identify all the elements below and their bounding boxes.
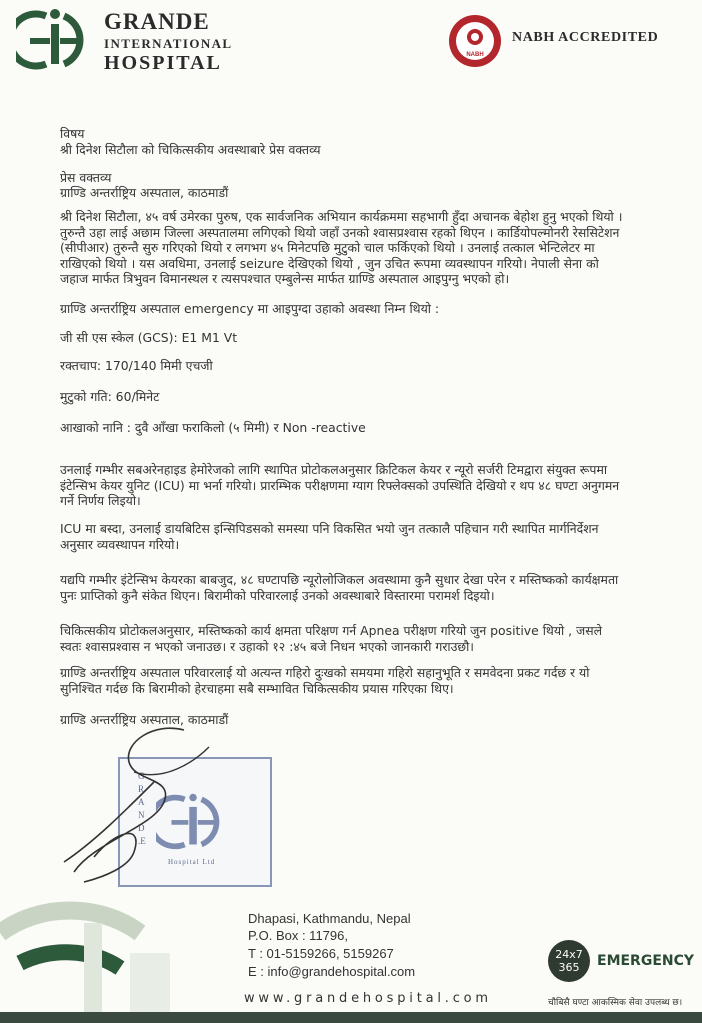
badge-top: 24x7: [555, 948, 583, 961]
nabh-seal-icon: [447, 13, 503, 69]
footer-pobox: P.O. Box : 11796,: [248, 928, 348, 943]
paragraph-5: चिकित्सकीय प्रोटोकलअनुसार, मस्तिष्कको कार्य क्षमता परिक्षण गर्न Apnea परीक्षण गरियो जुन positive थियो , जसले स्वतः श्वासप्रश्वास न भएको जनाउछ। र उहाको १२ :४५ बजे निधन भएको जानकारी गराउछौ।: [60, 623, 603, 654]
subject-line: श्री दिनेश सिटौला को चिकित्सकीय अवस्थाबारे प्रेस वक्तव्य: [60, 142, 321, 157]
brand-line-3: HOSPITAL: [104, 52, 222, 74]
condition-intro: ग्राण्डि अन्तर्राष्ट्रिय अस्पताल emergency मा आइपुग्दा उहाको अवस्था निम्न थियो :: [60, 301, 440, 316]
paragraph-1: श्री दिनेश सिटौला, ४५ वर्ष उमेरका पुरुष, एक सार्वजनिक अभियान कार्यक्रममा सहभागी हुँदा अचानक बेहोश हुनु भएको थियो । तुरुन्तै उहा लाई अछाम जिल्ला अस्पतालमा लगिएको थियो जहाँ उनको श्वासप्रश्वास रहको थिएन । कार्डियोपल्मोनरी रेससिटेशन (सीपीआर) तुरुन्तै सुरु गरिएको थियो र लगभग ४५ मिनेटपछि मुटुको चाल फर्किएको थियो । उनलाई तत्काल भेन्टिलेटर मा राखिएको थियो । यस अवधिमा, उनलाई seizure देखिएको थियो , जुन उचित रूपमा व्यवस्थापन गरियो। नेपाली सेना को जहाज मार्फत त्रिभुवन विमानस्थल र त्यसपश्चात एम्बुलेन्स मार्फत ग्राण्डि अस्पताल आइपुग्नु भएको हो।: [60, 209, 623, 286]
brand-line-2: INTERNATIONAL: [104, 36, 233, 51]
footer-email[interactable]: E : info@grandehospital.com: [248, 964, 416, 979]
footer-address: Dhapasi, Kathmandu, Nepal: [248, 911, 411, 926]
paragraph-6: ग्राण्डि अन्तर्राष्ट्रिय अस्पताल परिवारलाई यो अत्यन्त गहिरो दुःखको समयमा गहिरो सहानुभूति र समवेदना प्रकट गर्दछ र यो सुनिश्चित गर्दछ कि बिरामीको हेरचाहमा सबै सम्भावित चिकित्सकीय प्रयास गरिएका थिए।: [60, 665, 590, 696]
statement-from: ग्राण्डि अन्तर्राष्ट्रिय अस्पताल, काठमाडौं: [60, 185, 229, 200]
emergency-tagline: चौबिसै घण्टा आकस्मिक सेवा उपलब्ध छ।: [548, 998, 683, 1008]
paragraph-2: उनलाई गम्भीर सबअरेनहाइड हेमोरेजको लागि स्थापित प्रोटोकलअनुसार क्रिटिकल केयर र न्यूरो सर्जरी टिमद्वारा संयुक्त रूपमा इंटेन्सिभ केयर युनिट (ICU) मा भर्ना गरियो। प्रारम्भिक परीक्षणमा ग्याग रिफ्लेक्सको उपस्थिति देखियो र थप ४८ घण्टा अनुगमन गर्ने निर्णय लिइयो।: [60, 462, 620, 508]
vital-blood-pressure: रक्तचाप: 170/140 मिमी एचजी: [60, 358, 213, 373]
vital-gcs: जी सी एस स्केल (GCS): E1 M1 Vt: [60, 330, 238, 345]
closing-line: ग्राण्डि अन्तर्राष्ट्रिय अस्पताल, काठमाडौं: [60, 712, 229, 727]
footer-website-link[interactable]: www.grandehospital.com: [244, 991, 492, 1006]
stamp-name: G R A N D .E: [138, 771, 146, 846]
svg-text:NABH: NABH: [466, 52, 484, 58]
emergency-badge: [548, 940, 590, 982]
emergency-label: EMERGENCY: [597, 953, 695, 969]
stamp-subtitle: Hospital Ltd: [168, 858, 216, 866]
paragraph-4: यद्यपि गम्भीर इंटेन्सिभ केयरका बाबजुद, ४८ घण्टापछि न्यूरोलोजिकल अवस्थामा कुनै सुधार देखा परेन र मस्तिष्कको कार्यक्षमता पुनः प्राप्तिको कुनै संकेत थिएन। बिरामीको परिवारलाई उनको अवस्थाबारे विस्तारमा परामर्श दिइयो।: [60, 572, 619, 603]
signature: [34, 722, 234, 887]
brand-line-1: GRANDE: [104, 9, 210, 34]
paragraph-3: ICU मा बस्दा, उनलाई डायबिटिस इन्सिपिडसको समस्या पनि विकसित भयो जुन तत्कालै पहिचान गरी स्थापित मार्गनिर्देशन अनुसार व्यवस्थापन गरियो।: [60, 521, 599, 552]
footer-phone: T : 01-5159266, 5159267: [248, 946, 394, 961]
footer-bar: [0, 1012, 702, 1023]
watermark-logo: [0, 893, 260, 1023]
accreditation-label: NABH ACCREDITED: [512, 30, 659, 45]
vital-pupils: आखाको नानि : दुवै आँखा फराकिलो (५ मिमी) र Non -reactive: [60, 420, 366, 435]
statement-label: प्रेस वक्तव्य: [60, 170, 112, 185]
badge-bottom: 365: [558, 961, 580, 974]
subject-label: विषय: [60, 126, 85, 141]
grande-logo: [16, 6, 96, 72]
hospital-brand: [104, 10, 232, 73]
vital-heart-rate: मुटुको गति: 60/मिनेट: [60, 389, 160, 404]
